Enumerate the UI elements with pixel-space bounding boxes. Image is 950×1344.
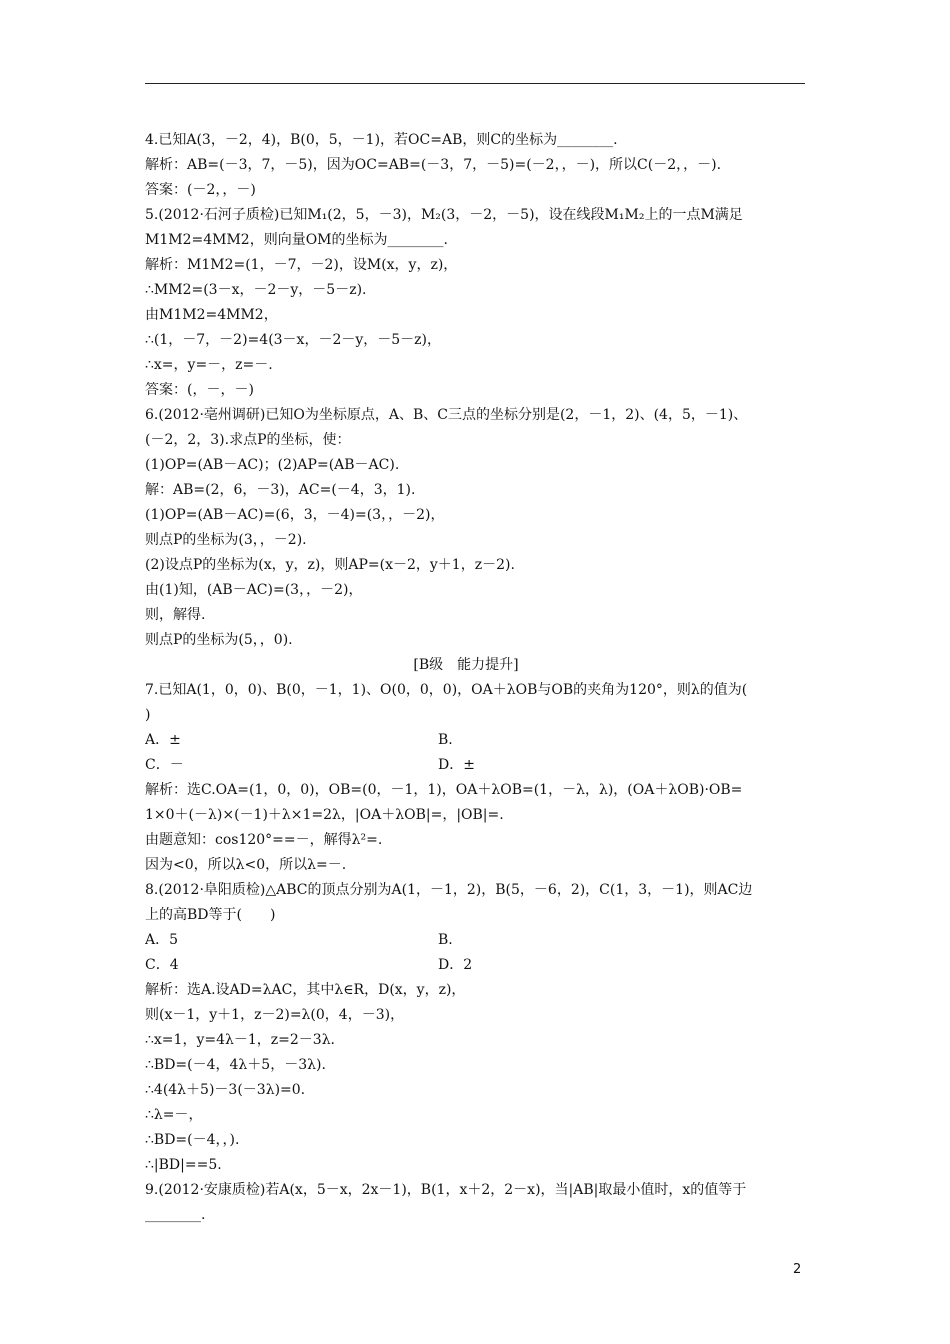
text-line: (2)设点P的坐标为(x，y，z)，则AP=(x－2，y＋1，z－2). (145, 557, 515, 573)
q8-options-row-1 (145, 928, 807, 953)
text-line: 1×0＋(－λ)×(－1)＋λ×1=2λ，|OA＋λOB|=，|OB|=. (145, 807, 504, 823)
text-line: ∴λ=－， (145, 1107, 203, 1123)
text-line: 9.(2012·安康质检)若A(x，5－x，2x－1)，B(1，x＋2，2－x)，当|AB|取最小值时，x的值等于 (145, 1182, 747, 1198)
text-line: 解析：M1M2=(1，－7，－2)，设M(x，y，z)， (145, 257, 458, 273)
text-line: (1)OP=(AB－AC)=(6，3，－4)=(3，，－2)， (145, 507, 445, 523)
text-line: 7.已知A(1，0，0)、B(0，－1，1)、O(0，0，0)，OA＋λOB与OB的夹角为120°，则λ的值为( (145, 682, 748, 698)
text-line: 由M1M2=4MM2， (145, 307, 278, 323)
text-line: 答案：(－2，，－) (145, 182, 256, 198)
text-line: (1)OP=(AB－AC)；(2)AP=(AB－AC). (145, 457, 400, 473)
document-body (145, 128, 807, 1228)
option-c: C．－ (145, 757, 184, 773)
text-line: 解：AB=(2，6，－3)，AC=(－4，3，1). (145, 482, 416, 498)
text-line: (－2，2，3).求点P的坐标，使： (145, 432, 351, 448)
text-line: ∴(1，－7，－2)=4(3－x，－2－y，－5－z)， (145, 332, 442, 348)
text-line: 解析：选A.设AD=λAC，其中λ∈R，D(x，y，z)， (145, 982, 466, 998)
option-a: A．± (145, 732, 181, 748)
header-rule (145, 83, 805, 84)
q7-options-row-1 (145, 728, 807, 753)
section-title: [B级 能力提升] (413, 657, 519, 673)
text-line: 因为<0，所以λ<0，所以λ=－. (145, 857, 347, 873)
text-line: 则点P的坐标为(5，，0). (145, 632, 293, 648)
text-line: 解析：AB=(－3，7，－5)，因为OC=AB=(－3，7，－5)=(－2，，－)，所以C(－2，，－). (145, 157, 722, 173)
text-line: 由(1)知，(AB－AC)=(3，，－2)， (145, 582, 363, 598)
page-number: 2 (793, 1262, 802, 1277)
text-line: ∴x=，y=－，z=－. (145, 357, 273, 373)
text-line: ∴BD=(－4，4λ＋5，－3λ). (145, 1057, 326, 1073)
text-line: 由题意知：cos120°==－，解得λ²=. (145, 832, 383, 848)
text-line: ________. (145, 1207, 206, 1223)
text-line: 解析：选C.OA=(1，0，0)，OB=(0，－1，1)，OA＋λOB=(1，－λ，λ)，(OA＋λOB)·OB= (145, 782, 743, 798)
text-line: ∴|BD|==5. (145, 1157, 222, 1173)
text-line: ∴4(4λ＋5)－3(－3λ)=0. (145, 1082, 306, 1098)
text-line: 则，解得. (145, 607, 206, 623)
text-line: 则(x－1，y＋1，z－2)=λ(0，4，－3)， (145, 1007, 405, 1023)
text-line: ∴MM2=(3－x，－2－y，－5－z). (145, 282, 367, 298)
text-line: 答案：(，－，－) (145, 382, 254, 398)
text-line: 则点P的坐标为(3，，－2). (145, 532, 307, 548)
text-line: ∴x=1，y=4λ－1，z=2－3λ. (145, 1032, 336, 1048)
option-d: D．2 (438, 957, 473, 973)
option-d: D．± (438, 757, 475, 773)
text-line: ∴BD=(－4，，). (145, 1132, 240, 1148)
text-line: 5.(2012·石河子质检)已知M₁(2，5，－3)，M₂(3，－2，－5)，设在线段M₁M₂上的一点M满足 (145, 207, 743, 223)
text-line: 8.(2012·阜阳质检)△ABC的顶点分别为A(1，－1，2)，B(5，－6，2)，C(1，3，－1)，则AC边 (145, 882, 753, 898)
option-b: B. (438, 932, 453, 948)
text-line: M1M2=4MM2，则向量OM的坐标为________. (145, 232, 448, 248)
option-c: C．4 (145, 957, 179, 973)
option-a: A．5 (145, 932, 179, 948)
text-line: ) (145, 707, 151, 723)
text-line: 6.(2012·亳州调研)已知O为坐标原点，A、B、C三点的坐标分别是(2，－1，2)、(4，5，－1)、 (145, 407, 748, 423)
q7-options-row-2 (145, 753, 807, 778)
option-b: B. (438, 732, 453, 748)
text-line: 上的高BD等于( ) (145, 907, 276, 923)
q8-options-row-2 (145, 953, 807, 978)
text-line: 4.已知A(3，－2，4)，B(0，5，－1)，若OC=AB，则C的坐标为________. (145, 132, 618, 148)
